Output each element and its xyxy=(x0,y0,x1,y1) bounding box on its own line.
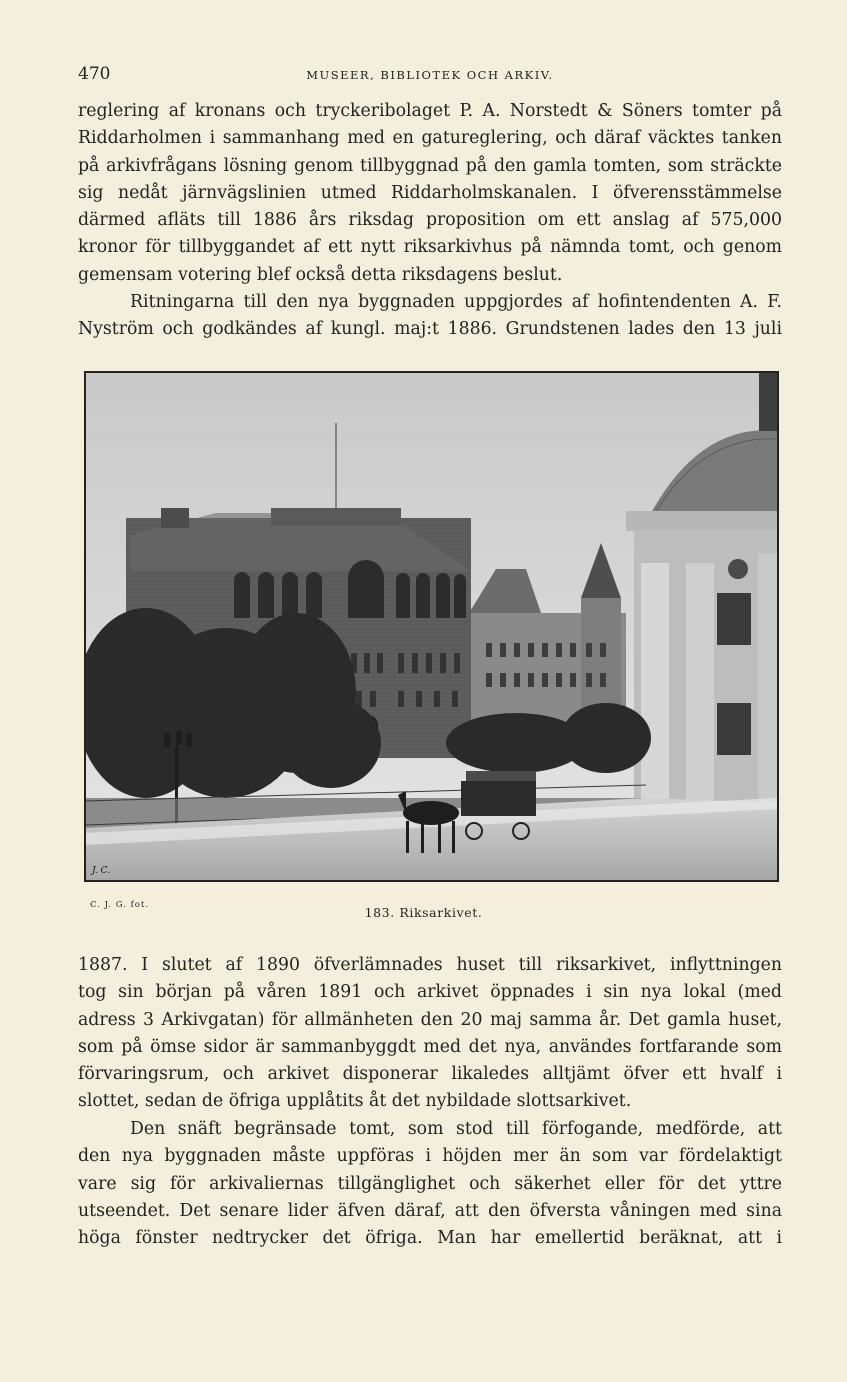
text-line: 1887. I slutet af 1890 öfverlämnades huset till riksarkivet, inflyttningen xyxy=(78,955,782,975)
text-line: gemensam votering blef också detta riksdagens beslut. xyxy=(78,264,563,285)
text-line: förvaringsrum, och arkivet disponerar likaledes alltjämt öfver ett hvalf i xyxy=(78,1064,782,1085)
text-line: adress 3 Arkivgatan) för allmänheten den 20 maj samma år. Det gamla huset, xyxy=(78,1009,782,1030)
text-line: Nyström och godkändes af kungl. maj:t 1886. Grundstenen lades den 13 juli xyxy=(78,319,782,340)
photograph-illustration xyxy=(86,373,777,880)
riksarkivet-photograph xyxy=(84,371,779,882)
text-line: som på ömse sidor är sammanbyggdt med det nya, användes fortfarande som xyxy=(78,1036,782,1057)
photographer-signature: J. C. xyxy=(92,866,111,876)
text-line: kronor för tillbyggandet af ett nytt riksarkivhus på nämnda tomt, och genom xyxy=(78,237,782,258)
text-line: tog sin början på våren 1891 och arkivet öppnades i sin nya lokal (med xyxy=(78,982,782,1003)
figure-caption: 183. Riksarkivet. xyxy=(364,905,483,920)
text-line: höga fönster nedtrycker det öfriga. Man har emellertid beräknat, att i xyxy=(78,1228,782,1249)
text-line: Ritningarna till den nya byggnaden uppgjordes af hofintendenten A. F. xyxy=(130,292,782,312)
photo-credit: C. J. G. fot. xyxy=(90,900,150,910)
text-line: därmed afläts till 1886 års riksdag proposition om ett anslag af 575,000 xyxy=(78,210,782,231)
text-line: utseendet. Det senare lider äfven däraf, att den öfversta våningen med sina xyxy=(78,1200,782,1221)
text-line: vare sig för arkivaliernas tillgänglighet och säkerhet eller för det yttre xyxy=(78,1173,782,1194)
paragraph-bottom-2 xyxy=(78,1116,782,1252)
page-number: 470 xyxy=(78,64,111,84)
running-title: MUSEER, BIBLIOTEK OCH ARKIV. xyxy=(306,68,554,82)
text-line: sig nedåt järnvägslinien utmed Riddarholmskanalen. I öfverensstämmelse xyxy=(78,182,782,203)
text-line: Riddarholmen i sammanhang med en gatureglering, och däraf väcktes tanken xyxy=(78,128,782,149)
text-line: reglering af kronans och tryckeribolaget P. A. Norstedt & Söners tomter på xyxy=(78,101,782,121)
text-line: Den snäft begränsade tomt, som stod till förfogande, medförde, att xyxy=(130,1119,782,1139)
text-line: den nya byggnaden måste uppföras i höjden mer än som var fördelaktigt xyxy=(78,1146,782,1167)
paragraph-bottom-1 xyxy=(78,952,782,1116)
text-line: slottet, sedan de öfriga upplåtits åt det nybildade slottsarkivet. xyxy=(78,1091,632,1112)
paragraph-top-2 xyxy=(78,289,782,344)
text-line: på arkivfrågans lösning genom tillbyggnad på den gamla tomten, som sträckte xyxy=(78,155,782,176)
paragraph-top-1 xyxy=(78,98,782,289)
page-header xyxy=(78,64,782,88)
